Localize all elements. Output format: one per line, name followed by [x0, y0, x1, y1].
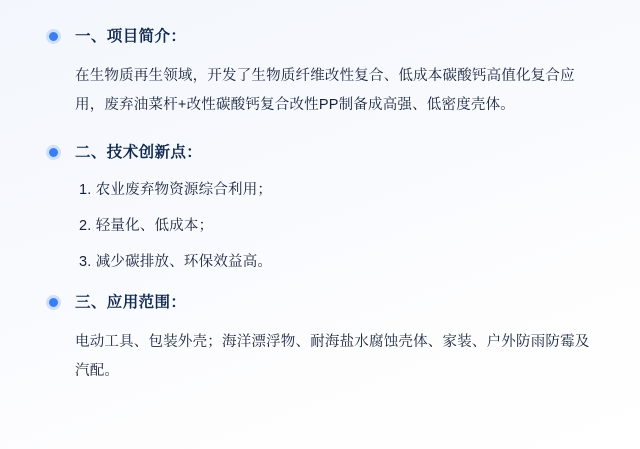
- dot-bullet-icon: [46, 29, 61, 44]
- list-item: 3. 减少碳排放、环保效益高。: [79, 254, 273, 270]
- list-item: 2. 轻量化、低成本；: [79, 218, 214, 234]
- section-heading: [46, 292, 600, 314]
- list-item: 1. 农业废弃物资源综合利用；: [79, 182, 273, 198]
- spacer: [46, 132, 600, 142]
- document-content: [46, 26, 600, 386]
- section-tech-innovation: [46, 142, 600, 274]
- section-paragraph: 在生物质再生领域，开发了生物质纤维改性复合、低成本碳酸钙高值化复合应用，废弃油菜杆+改性碳酸钙复合改性PP制备成高强、低密度壳体。: [75, 68, 575, 113]
- section-title: 三、应用范围：: [75, 294, 187, 311]
- dot-bullet-icon: [46, 295, 61, 310]
- section-title: 二、技术创新点：: [75, 144, 203, 161]
- section-heading: [46, 142, 600, 164]
- section-heading: [46, 26, 600, 48]
- section-project-intro: [46, 26, 600, 120]
- section-title: 一、项目简介：: [75, 28, 187, 45]
- dot-bullet-icon: [46, 145, 61, 160]
- section-paragraph: 电动工具、包装外壳；海洋漂浮物、耐海盐水腐蚀壳体、家装、户外防雨防霉及汽配。: [75, 334, 590, 379]
- section-application-scope: [46, 292, 600, 386]
